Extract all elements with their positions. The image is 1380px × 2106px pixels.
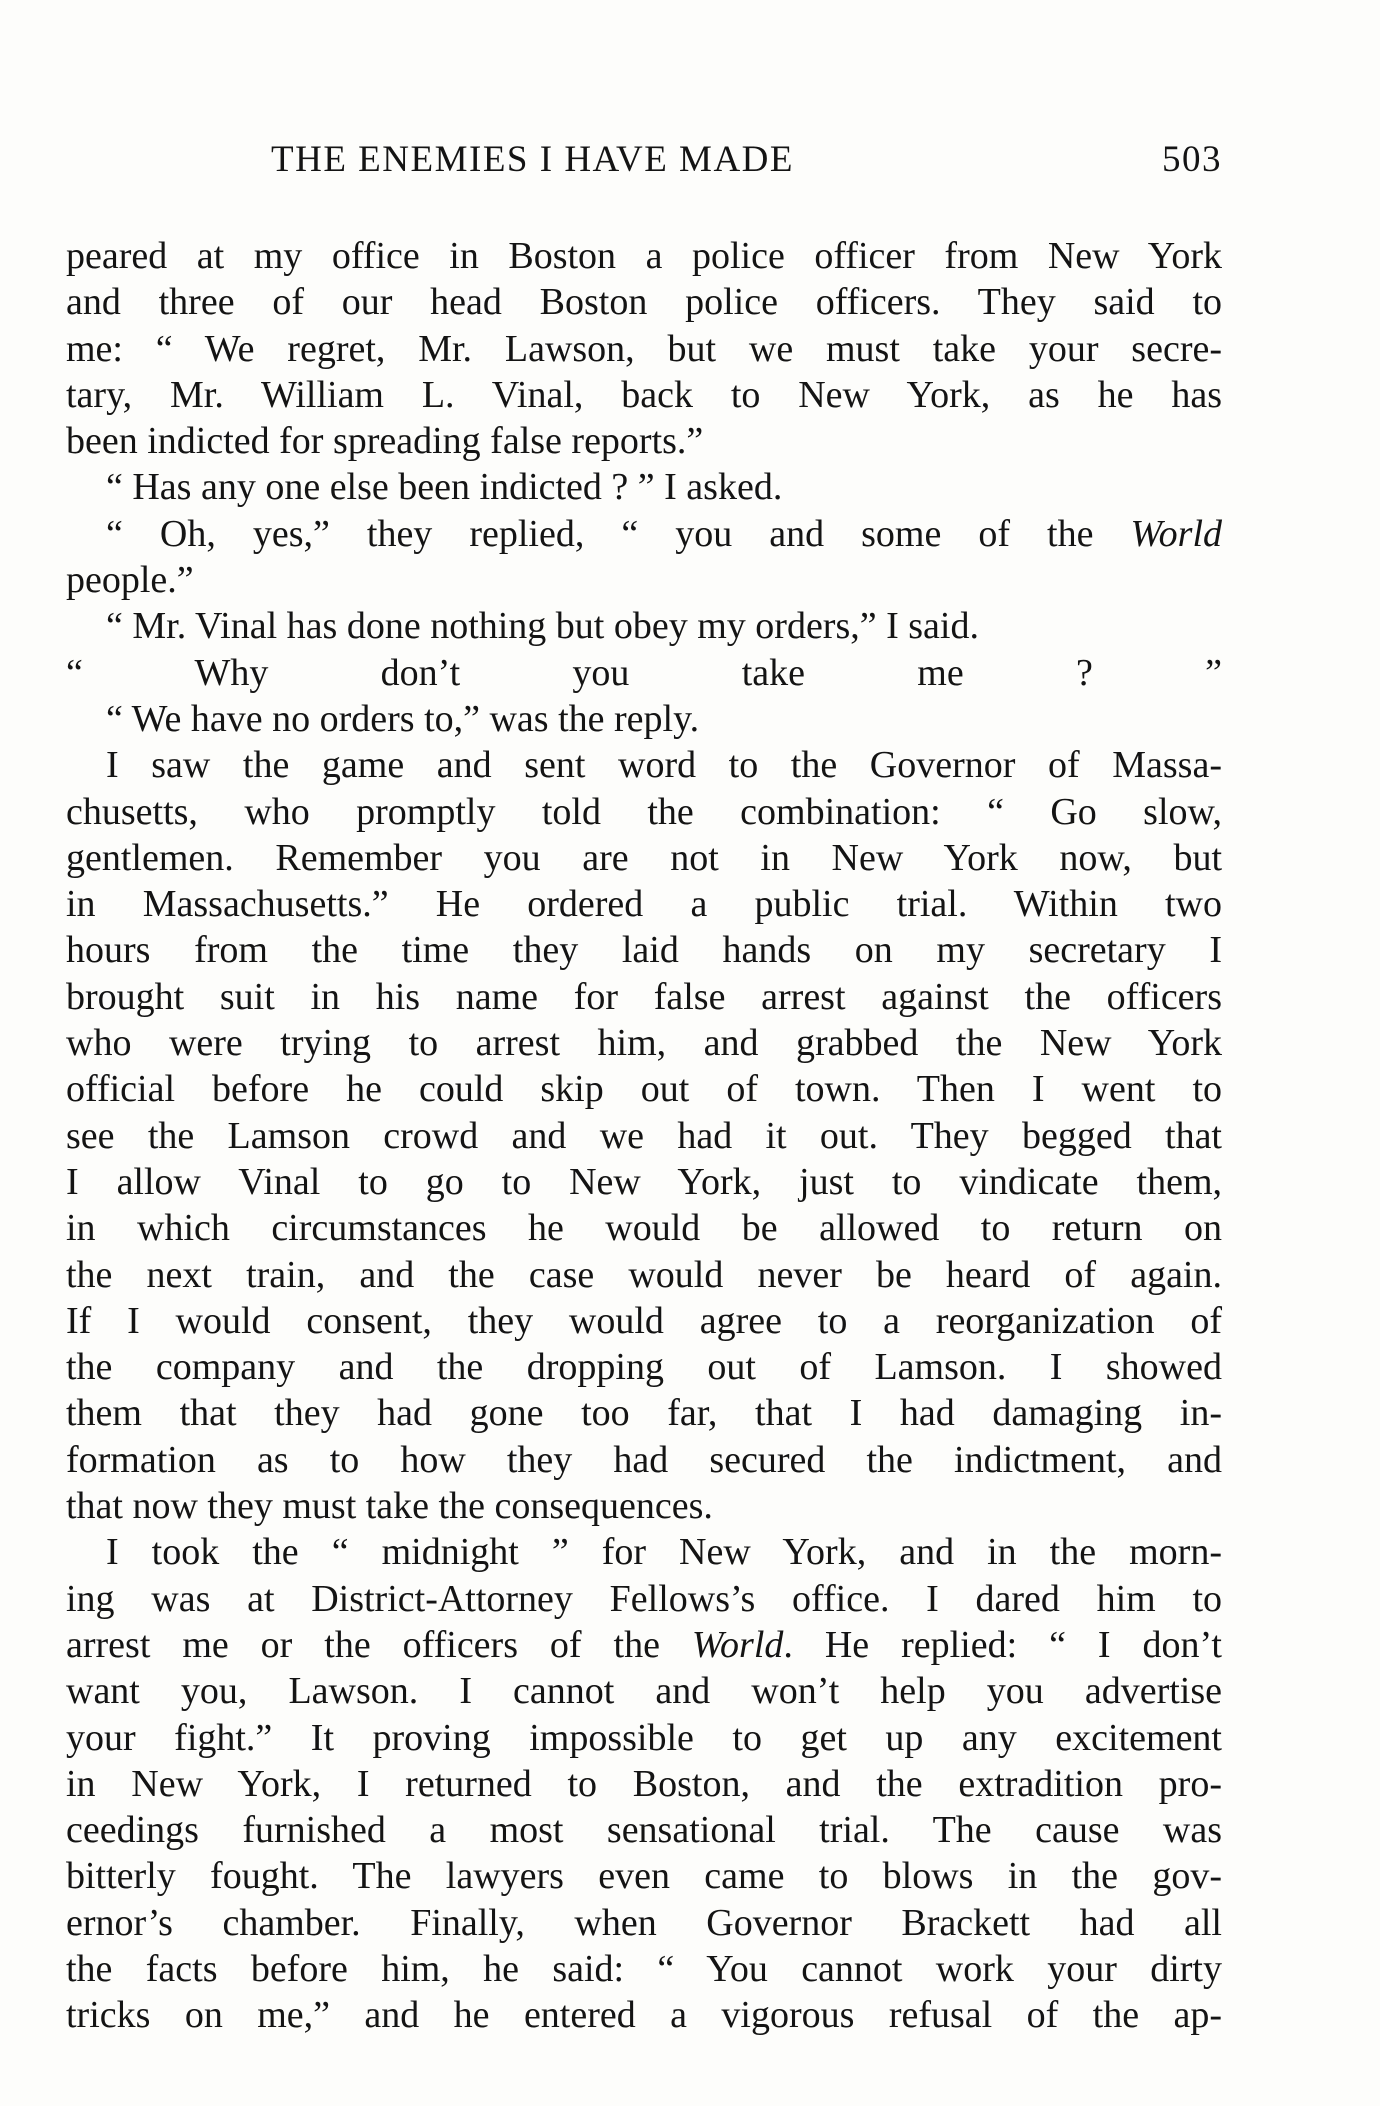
text-line: ing was at District-Attorney Fellows’s office. I dared him to <box>66 1577 1222 1620</box>
text-line: that now they must take the consequences. <box>66 1485 713 1528</box>
text-line: ceedings furnished a most sensational trial. The cause was <box>66 1809 1222 1852</box>
text-line: tary, Mr. William L. Vinal, back to New York, as he has <box>66 373 1222 416</box>
text-line: and three of our head Boston police officers. They said to <box>66 281 1222 324</box>
text-line: “ Has any one else been indicted ? ” I asked. <box>106 466 783 509</box>
text-line: in Massachusetts.” He ordered a public trial. Within two <box>66 883 1222 926</box>
text-line: tricks on me,” and he entered a vigorous refusal of the ap- <box>66 1994 1222 2037</box>
text-line: ernor’s chamber. Finally, when Governor Brackett had all <box>66 1901 1222 1944</box>
text-line: “ Why don’t you take me ? ” <box>66 651 1222 694</box>
text-line: official before he could skip out of town. Then I went to <box>66 1068 1222 1111</box>
text-line: your fight.” It proving impossible to get up any excitement <box>66 1716 1222 1759</box>
text-line: people.” <box>66 559 194 602</box>
text-line: brought suit in his name for false arrest against the officers <box>66 975 1222 1018</box>
text-line: who were trying to arrest him, and grabbed the New York <box>66 1022 1222 1065</box>
text-line: gentlemen. Remember you are not in New York now, but <box>66 836 1222 879</box>
text-line: bitterly fought. The lawyers even came to blows in the gov- <box>66 1855 1222 1898</box>
text-line: the facts before him, he said: “ You cannot work your dirty <box>66 1947 1222 1990</box>
text-line: them that they had gone too far, that I had damaging in- <box>66 1392 1222 1435</box>
page-number: 503 <box>1162 139 1222 180</box>
text-line: want you, Lawson. I cannot and won’t help you advertise <box>66 1670 1222 1713</box>
text-line: “ Mr. Vinal has done nothing but obey my orders,” I said. <box>106 605 979 648</box>
text-line: the company and the dropping out of Lamson. I showed <box>66 1346 1222 1389</box>
text-line: “ Oh, yes,” they replied, “ you and some of the World <box>106 512 1222 555</box>
text-line: If I would consent, they would agree to a reorganization of <box>66 1299 1222 1342</box>
text-line: “ We have no orders to,” was the reply. <box>106 697 700 740</box>
text-line: arrest me or the officers of the World. He replied: “ I don’t <box>66 1623 1222 1666</box>
body-text <box>66 233 1222 2039</box>
text-line: me: “ We regret, Mr. Lawson, but we must take your secre- <box>66 327 1222 370</box>
text-line: hours from the time they laid hands on my secretary I <box>66 929 1222 972</box>
text-line: in which circumstances he would be allowed to return on <box>66 1207 1222 1250</box>
text-line: I allow Vinal to go to New York, just to vindicate them, <box>66 1160 1222 1203</box>
running-title: THE ENEMIES I HAVE MADE <box>271 139 794 180</box>
text-line: the next train, and the case would never be heard of again. <box>66 1253 1222 1296</box>
italic-title: World <box>1130 512 1222 555</box>
text-line: chusetts, who promptly told the combination: “ Go slow, <box>66 790 1222 833</box>
text-line: been indicted for spreading false reports.” <box>66 420 704 463</box>
text-line: see the Lamson crowd and we had it out. They begged that <box>66 1114 1222 1157</box>
text-line: in New York, I returned to Boston, and the extradition pro- <box>66 1762 1222 1805</box>
running-head <box>66 138 1222 188</box>
text-line: I saw the game and sent word to the Governor of Massa- <box>106 744 1222 787</box>
italic-title: World <box>691 1623 784 1666</box>
text-line: I took the “ midnight ” for New York, and in the morn- <box>106 1531 1222 1574</box>
text-line: formation as to how they had secured the indictment, and <box>66 1438 1222 1481</box>
text-line: peared at my office in Boston a police officer from New York <box>66 235 1222 277</box>
